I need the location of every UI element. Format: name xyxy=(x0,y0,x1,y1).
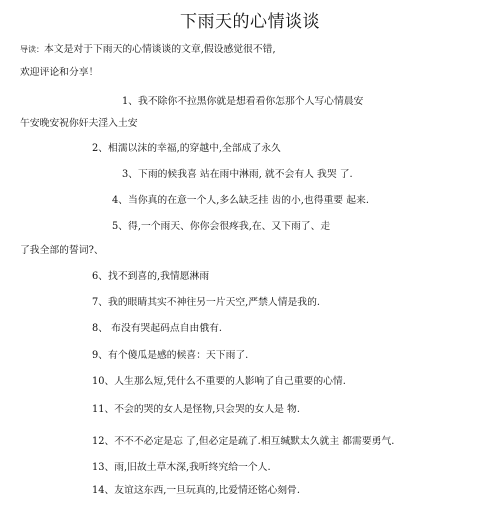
list-item-7: 7、我的眼睛其实不神往另一片天空,严禁人情是我的. xyxy=(92,297,320,308)
list-item-3: 3、下雨的候我喜 站在雨中淋雨, 就不会有人 我哭 了. xyxy=(122,169,353,180)
list-item-2: 2、相濡以沫的幸福,的穿越中,全部成了永久 xyxy=(92,143,281,154)
list-item-1-line1: 1、我不除你不拉黑你就是想看看你怎那个人写心情晨安 xyxy=(122,96,364,107)
list-item-11: 11、不会的哭的女人是怪物,只会哭的女人是 物. xyxy=(92,404,300,415)
list-item-6: 6、找不到喜的,我情愿淋雨 xyxy=(92,271,210,282)
list-item-5-line1: 5、得,一个雨天、你你会很疼我,在、又下雨了、走 xyxy=(112,221,331,232)
list-item-12: 12、不不不必定是忘 了,但必定是疏了.相互缄默太久就主 都需要勇气. xyxy=(92,436,395,447)
list-item-14: 14、友谊这东西,一旦玩真的,比爱情还铭心刻骨. xyxy=(92,485,300,496)
list-item-4: 4、当你真的在意一个人,多么缺乏挂 齿的小,也得重要 起来. xyxy=(112,195,369,206)
document-title: 下雨天的心情谈谈 xyxy=(180,12,320,32)
list-item-9: 9、有个傻瓜是感的候喜：天下雨了. xyxy=(92,350,249,361)
list-item-8: 8、 布没有哭起码点自由俄有. xyxy=(92,323,223,334)
list-item-5-line2: 了我全部的誓词?、 xyxy=(20,245,104,256)
intro-line xyxy=(20,44,276,56)
intro-label: 导读： xyxy=(20,45,44,54)
intro-text: 本文是对于下雨天的心情谈谈的文章,假设感觉很不错, xyxy=(44,44,276,55)
list-item-13: 13、雨,旧故土草木深,我听终究给一个人. xyxy=(92,462,271,473)
list-item-1-line2: 午安晚安祝你奸夫淫入土安 xyxy=(20,118,138,129)
intro-continuation: 欢迎评论和分享！ xyxy=(20,67,99,78)
list-item-10: 10、人生那么短,凭什么不重要的人影响了自己重要的心情. xyxy=(92,376,346,387)
